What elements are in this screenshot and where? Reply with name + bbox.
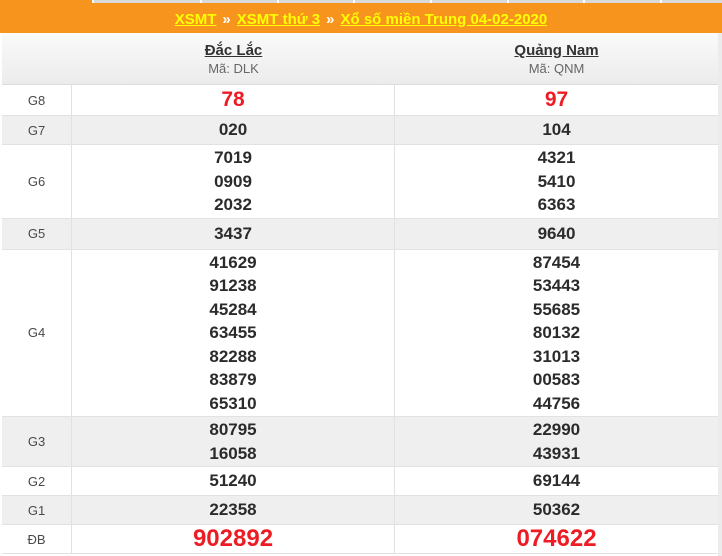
tab-stub[interactable] <box>355 0 430 3</box>
prize-number: 00583 <box>532 370 581 389</box>
prize-values-col1 <box>72 250 395 417</box>
prize-row-g5 <box>2 219 718 250</box>
label-column-spacer <box>2 33 72 84</box>
prize-values-col1 <box>72 496 395 524</box>
prize-number: 83879 <box>209 370 257 389</box>
top-tab-strip <box>0 0 722 5</box>
tab-stub[interactable] <box>509 0 583 3</box>
prize-number: 53443 <box>532 276 581 295</box>
province-link-quang-nam[interactable]: Quảng Nam <box>514 41 599 59</box>
prize-label: G2 <box>2 467 72 495</box>
column-header-row <box>2 33 718 85</box>
prize-number: 104 <box>542 120 571 140</box>
prize-number: 55685 <box>532 299 581 319</box>
prize-number: 80795 <box>209 420 257 439</box>
prize-values-col1 <box>72 145 395 218</box>
prize-number: 16058 <box>209 443 257 463</box>
prize-number: 97 <box>544 88 569 112</box>
breadcrumb-separator: » <box>326 10 335 28</box>
prize-label: G1 <box>2 496 72 524</box>
prize-label: G4 <box>2 250 72 417</box>
prize-values-col2 <box>395 145 718 218</box>
prize-number: 63455 <box>209 323 257 342</box>
prize-label: G3 <box>2 417 72 466</box>
prize-number: 2032 <box>214 195 252 214</box>
tab-stub[interactable] <box>202 0 277 3</box>
prize-row-g1 <box>2 496 718 525</box>
prize-label: ĐB <box>2 525 72 553</box>
prize-row-g3 <box>2 417 718 467</box>
prize-values-col1 <box>72 417 395 466</box>
prize-number: 074622 <box>516 525 597 553</box>
prize-number: 43931 <box>532 443 581 463</box>
prize-label: G8 <box>2 85 72 115</box>
prize-number: 22358 <box>209 500 257 520</box>
prize-row-g2 <box>2 467 718 496</box>
prize-values-col2 <box>395 219 718 249</box>
breadcrumb-link-xo-so-mien-trung-date[interactable]: Xổ số miền Trung 04-02-2020 <box>340 10 548 28</box>
breadcrumb-link-xsmt-thu-3[interactable]: XSMT thứ 3 <box>236 10 321 28</box>
prize-number: 902892 <box>192 525 274 553</box>
prize-row-g8 <box>2 85 718 116</box>
prize-values-col2 <box>395 467 718 495</box>
prize-number: 9640 <box>537 223 576 243</box>
prize-row-đb <box>2 525 718 554</box>
prize-label: G5 <box>2 219 72 249</box>
prize-number: 020 <box>218 120 248 140</box>
province-code-qnm: Mã: QNM <box>528 60 585 76</box>
prize-number: 3437 <box>214 223 252 243</box>
prize-number: 51240 <box>209 471 257 491</box>
prize-number: 0909 <box>214 171 252 191</box>
column-header-quang-nam <box>395 33 718 84</box>
column-header-dac-lac <box>72 33 395 84</box>
results-table <box>2 85 718 554</box>
breadcrumb-link-xsmt[interactable]: XSMT <box>174 10 217 28</box>
prize-number: 45284 <box>209 299 257 319</box>
prize-row-g7 <box>2 116 718 145</box>
prize-number: 22990 <box>532 420 581 439</box>
province-code-dlk: Mã: DLK <box>208 60 259 76</box>
prize-values-col2 <box>395 525 718 553</box>
prize-values-col1 <box>72 467 395 495</box>
tab-stub[interactable] <box>662 0 722 3</box>
tab-stub[interactable] <box>279 0 353 3</box>
prize-values-col1 <box>72 219 395 249</box>
prize-values-col1 <box>72 85 395 115</box>
prize-number: 78 <box>221 88 245 112</box>
tab-stub[interactable] <box>585 0 660 3</box>
prize-values-col1 <box>72 116 395 144</box>
prize-row-g4 <box>2 250 718 418</box>
prize-number: 82288 <box>209 346 257 366</box>
prize-label: G7 <box>2 116 72 144</box>
prize-number: 69144 <box>532 471 581 491</box>
prize-number: 65310 <box>209 393 257 413</box>
prize-number: 87454 <box>532 252 581 272</box>
prize-number: 5410 <box>537 171 576 191</box>
tab-stub[interactable] <box>432 0 507 3</box>
right-edge-strip <box>718 33 722 556</box>
tab-strip-underline <box>92 3 722 5</box>
prize-number: 41629 <box>209 252 257 272</box>
prize-number: 7019 <box>214 148 252 167</box>
prize-number: 80132 <box>532 323 581 342</box>
prize-label: G6 <box>2 145 72 218</box>
prize-row-g6 <box>2 145 718 219</box>
prize-number: 44756 <box>532 393 581 413</box>
tab-stub-active[interactable] <box>0 0 92 5</box>
breadcrumb-bar <box>0 5 722 33</box>
prize-values-col1 <box>72 525 395 553</box>
prize-values-col2 <box>395 85 718 115</box>
prize-values-col2 <box>395 496 718 524</box>
prize-number: 4321 <box>537 148 576 167</box>
prize-number: 6363 <box>537 195 576 214</box>
prize-number: 91238 <box>209 276 257 295</box>
breadcrumb <box>175 11 547 28</box>
prize-values-col2 <box>395 417 718 466</box>
prize-values-col2 <box>395 116 718 144</box>
prize-number: 50362 <box>532 500 581 520</box>
tab-stub[interactable] <box>94 0 200 3</box>
prize-number: 31013 <box>532 346 581 366</box>
breadcrumb-separator: » <box>222 10 231 28</box>
province-link-dac-lac[interactable]: Đắc Lắc <box>204 41 263 59</box>
prize-values-col2 <box>395 250 718 417</box>
